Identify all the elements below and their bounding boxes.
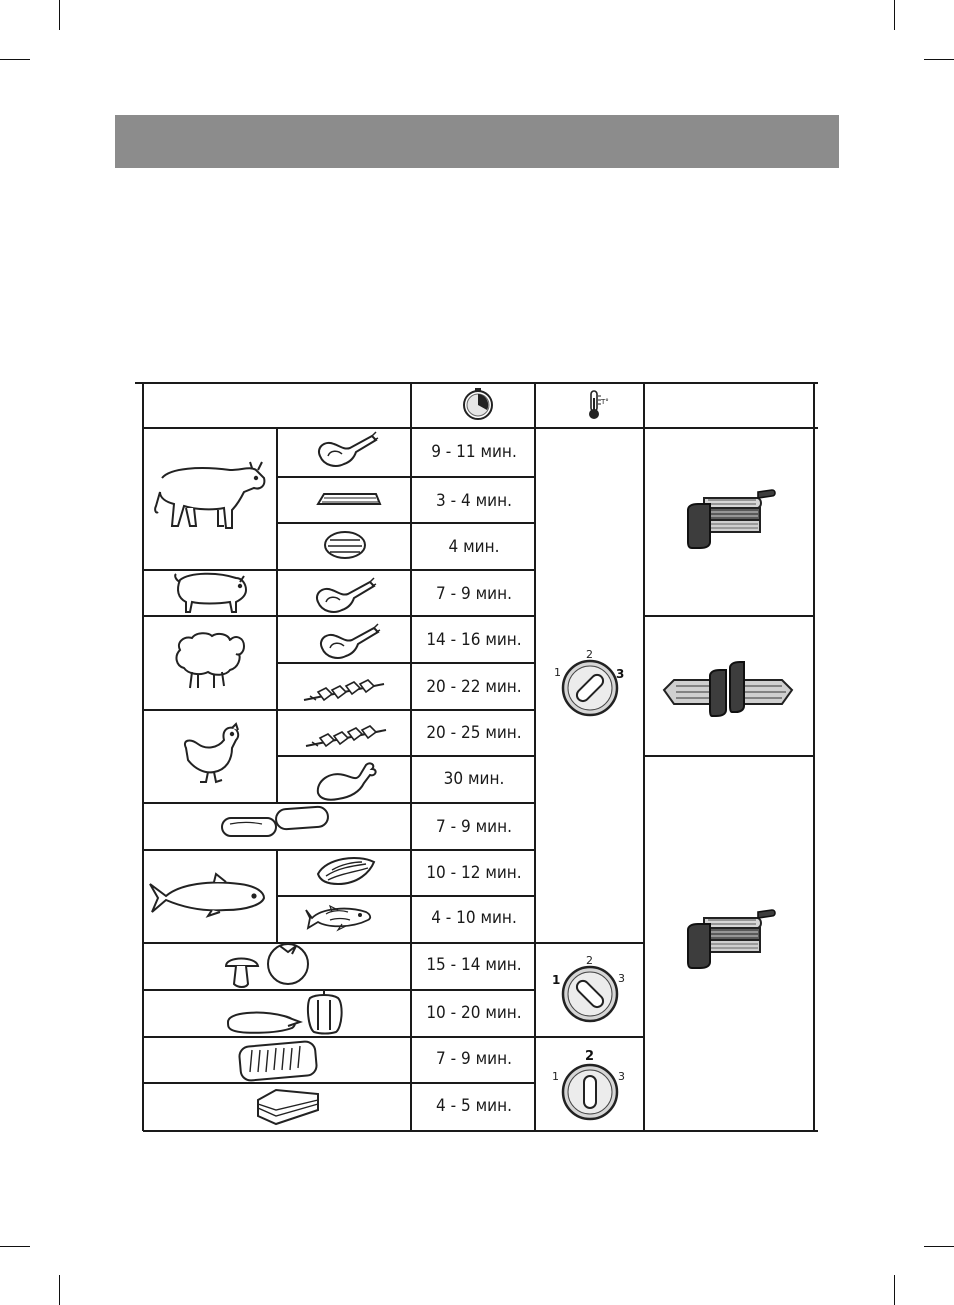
sheep-icon: [177, 633, 244, 688]
sandwich-icon: [258, 1090, 318, 1124]
svg-text:1: 1: [552, 1070, 559, 1083]
svg-text:2: 2: [586, 954, 593, 967]
time-label: 15 - 14 мин.: [426, 955, 522, 975]
lamb-skewer-icon: [304, 680, 384, 700]
svg-text:3: 3: [618, 1070, 625, 1083]
small-fish-icon: [306, 906, 370, 930]
thermometer-label: T°: [601, 398, 609, 406]
grill-open-icon: [664, 662, 792, 716]
lamb-steak-icon: [321, 624, 380, 658]
chicken-skewer-icon: [306, 726, 386, 746]
mushroom-tomato-icon: [226, 944, 308, 987]
drumstick-icon: [318, 763, 376, 799]
time-label: 3 - 4 мин.: [436, 491, 512, 511]
sausages-icon: [222, 806, 329, 836]
hen-icon: [185, 724, 238, 782]
time-label: 10 - 12 мин.: [426, 863, 522, 883]
time-label: 4 мин.: [448, 537, 500, 557]
grill-closed-icon: [688, 910, 775, 968]
patty-icon: [325, 532, 365, 558]
time-label: 4 - 10 мин.: [431, 908, 517, 928]
cow-icon: [155, 462, 264, 528]
steak-slab-icon: [239, 1041, 318, 1081]
time-label: 30 мин.: [443, 769, 505, 789]
thermometer-icon: [589, 391, 609, 419]
beef-slice-icon: [318, 494, 380, 504]
svg-text:1: 1: [554, 666, 561, 679]
time-label: 20 - 22 мин.: [426, 677, 522, 697]
grill-closed-icon: [688, 490, 775, 548]
timer-icon: [464, 388, 492, 419]
svg-text:1: 1: [552, 973, 561, 987]
temperature-dial-icon: [552, 1049, 625, 1119]
svg-text:3: 3: [618, 972, 625, 985]
svg-text:3: 3: [616, 667, 625, 681]
time-label: 20 - 25 мин.: [426, 723, 522, 743]
temperature-dial-icon: [552, 954, 625, 1021]
time-label: 4 - 5 мин.: [436, 1096, 512, 1116]
time-label: 10 - 20 мин.: [426, 1003, 522, 1023]
pig-icon: [175, 574, 246, 612]
temperature-dial-icon: [554, 648, 624, 715]
svg-text:2: 2: [585, 1049, 595, 1064]
fish-fillet-icon: [318, 858, 374, 884]
time-label: 9 - 11 мин.: [431, 442, 517, 462]
eggplant-pepper-icon: [228, 990, 342, 1034]
time-label: 7 - 9 мин.: [436, 1049, 512, 1069]
time-label: 7 - 9 мин.: [436, 817, 512, 837]
time-label: 14 - 16 мин.: [426, 630, 522, 650]
pork-steak-icon: [317, 578, 376, 612]
steak-icon: [319, 432, 378, 466]
svg-text:2: 2: [586, 648, 593, 661]
fish-icon: [150, 874, 264, 916]
time-label: 7 - 9 мин.: [436, 584, 512, 604]
